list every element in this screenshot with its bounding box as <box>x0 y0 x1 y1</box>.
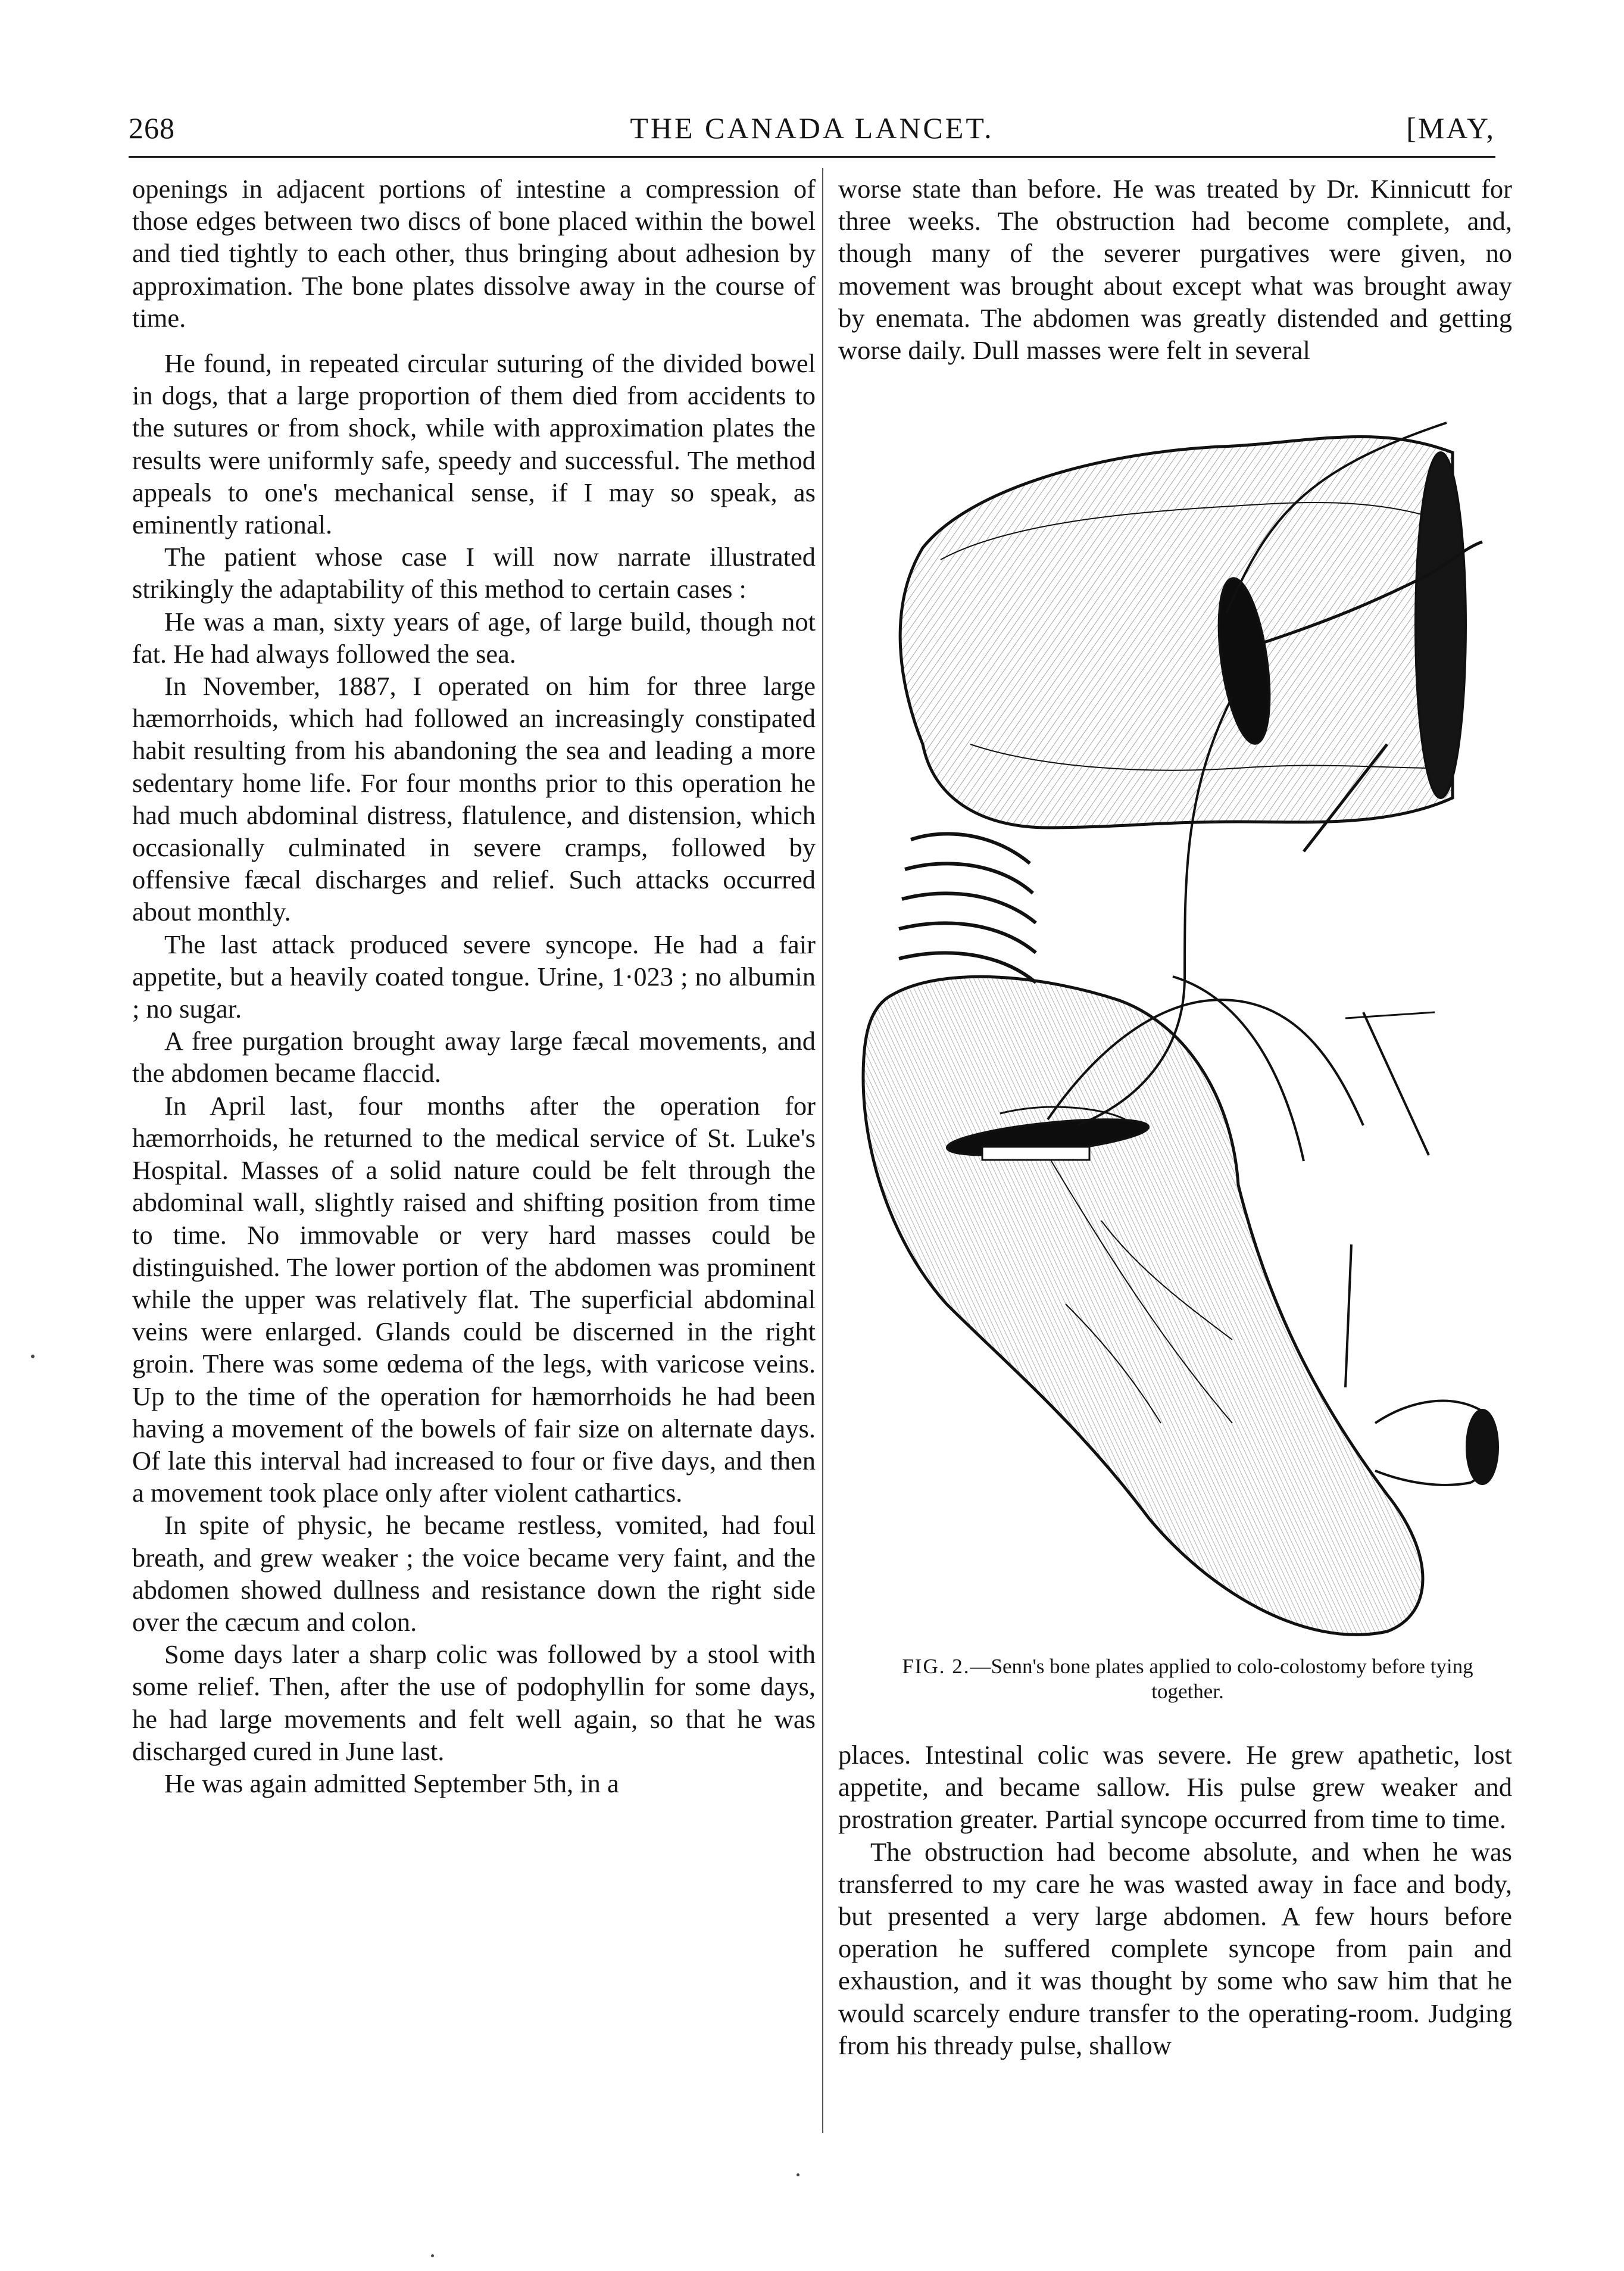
paragraph: In April last, four months after the operation for hæmorrhoids, he returned to the medical service of St. Luke's Hospital. Masses of a solid nature could be felt through the abdominal wall, slightly raised and shifting position from time to time. No immovable or very hard masses could be distinguished. The lower portion of the abdomen was prominent while the upper was relatively flat. The superficial abdominal veins were enlarged. Glands could be discerned in the right groin. There was some œdema of the legs, with varicose veins. Up to the time of the operation for hæmorrhoids he had been having a movement of the bowels of fair size on alternate days. Of late this interval had increased to four or five days, and then a movement took place only after violent cathartics. <box>132 1090 816 1508</box>
journal-title: THE CANADA LANCET. <box>630 111 994 145</box>
figure-bone-plates-illustration <box>851 411 1512 1637</box>
column-divider <box>822 168 823 2133</box>
scan-speck <box>31 1355 35 1358</box>
right-column-top <box>838 173 1512 366</box>
figure-caption <box>869 1654 1506 1704</box>
header-rule <box>129 156 1495 158</box>
scan-speck <box>431 2254 434 2257</box>
paragraph: worse state than before. He was treated by Dr. Kinnicutt for three weeks. The obstruction had become complete, and, though many of the severer purgatives were given, no movement was brought about except what was brought away by enemata. The abdomen was greatly distended and getting worse daily. Dull masses were felt in several <box>838 174 1512 366</box>
running-header <box>129 111 1495 152</box>
paragraph: In spite of physic, he became restless, vomited, had foul breath, and grew weaker ; the voice became very faint, and the abdomen showed dullness and resistance down the right side over the cæcum and colon. <box>132 1510 816 1637</box>
figure-label: FIG. 2. <box>902 1655 970 1678</box>
paragraph: Some days later a sharp colic was followed by a stool with some relief. Then, after the use of podophyllin for some days, he had large movements and felt well again, so that he was discharged cured in June last. <box>132 1639 816 1766</box>
paragraph: He found, in repeated circular suturing of the divided bowel in dogs, that a large proportion of them died from accidents to the sutures or from shock, while with approximation plates the results were uniformly safe, speedy and successful. The method appeals to one's mechanical sense, if I may so speak, as eminently rational. <box>132 348 816 540</box>
issue-month: [MAY, <box>1406 111 1495 145</box>
right-column-bottom <box>838 1739 1512 2061</box>
paragraph: The obstruction had become absolute, and when he was transferred to my care he was wasted away in face and body, but presented a very large abdomen. A few hours before operation he suffered complete syncope from pain and exhaustion, and it was thought by some who saw him that he would scarcely endure transfer to the operating-room. Judging from his thready pulse, shallow <box>838 1836 1512 2060</box>
figure-caption-text: —Senn's bone plates applied to colo-colostomy before tying together. <box>970 1655 1473 1703</box>
paragraph: The last attack produced severe syncope. He had a fair appetite, but a heavily coated tongue. Urine, 1·023 ; no albumin ; no sugar. <box>132 929 816 1024</box>
intestine-engraving <box>851 411 1512 1637</box>
paragraph: The patient whose case I will now narrate illustrated strikingly the adaptability of this method to certain cases : <box>132 542 816 604</box>
paragraph: places. Intestinal colic was severe. He grew apathetic, lost appetite, and became sallow. His pulse grew weaker and prostration greater. Partial syncope occurred from time to time. <box>838 1740 1512 1835</box>
paragraph: He was again admitted September 5th, in a <box>164 1768 619 1798</box>
page-number: 268 <box>129 111 175 145</box>
paragraph: A free purgation brought away large fæcal movements, and the abdomen became flaccid. <box>132 1026 816 1088</box>
paragraph: In November, 1887, I operated on him for three large hæmorrhoids, which had followed an increasingly constipated habit resulting from his abandoning the sea and leading a more sedentary home life. For four months prior to this operation he had much abdominal distress, flatulence, and distension, which occasionally culminated in severe cramps, followed by offensive fæcal discharges and relief. Such attacks occurred about monthly. <box>132 671 816 927</box>
paragraph: He was a man, sixty years of age, of large build, though not fat. He had always followed the sea. <box>132 606 816 669</box>
left-column <box>132 173 816 1799</box>
paragraph: openings in adjacent portions of intestine a compression of those edges between two discs of bone placed within the bowel and tied tightly to each other, thus bringing about adhesion by approximation. The bone plates dissolve away in the course of time. <box>132 174 816 333</box>
scan-speck <box>797 2173 799 2176</box>
